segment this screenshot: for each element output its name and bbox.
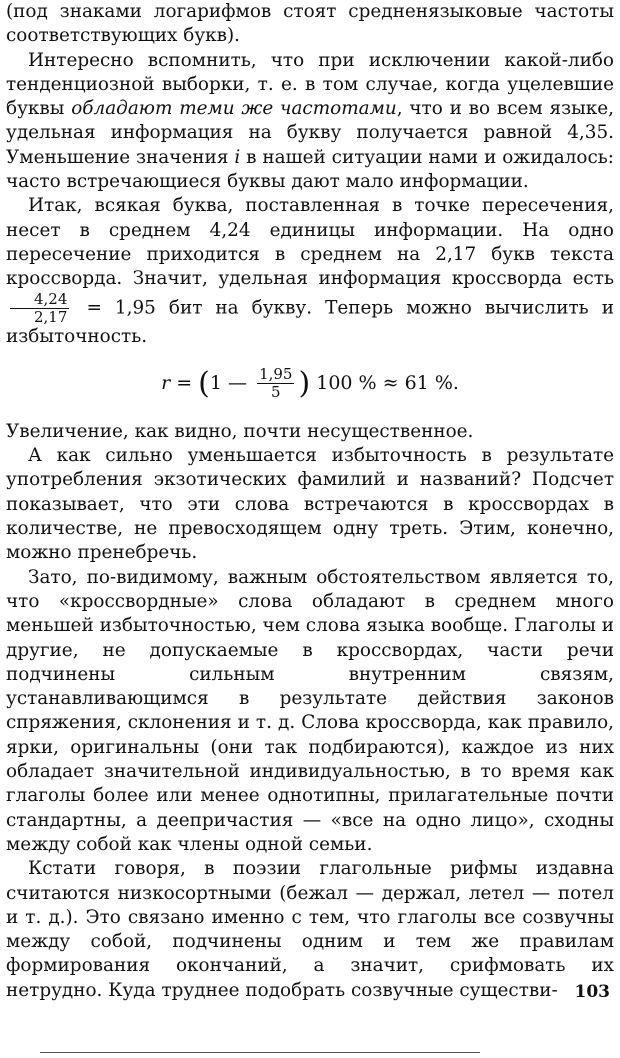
- inline-fraction: [10, 289, 69, 326]
- text-run: Интересно вспомнить, что при исключении какой-либо тенденциозной выборки, т. е. в том случае, когда уцелевшие буквы: [6, 49, 614, 120]
- italic-run: обладают теми же частотами: [71, 98, 397, 120]
- right-paren: ): [298, 365, 311, 401]
- paragraph-3-continuation: = 1,95 бит на букву. Теперь можно вычислить и избыточность.: [6, 297, 614, 347]
- body-text: [6, 0, 614, 1003]
- left-paren: (: [198, 365, 210, 401]
- paragraph-3-text: Итак, всякая буква, поставленная в точке пересечения, несет в среднем 4,24 единицы информации. На одно пересечение приходится в среднем на 2,17 букв текста кроссворда. Значит, удельная информация кроссворда есть: [6, 195, 614, 290]
- formula-equals: =: [176, 371, 193, 394]
- text-run: в нашей ситуации нами и ожидалось: часто встречающиеся буквы дают мало информации.: [6, 146, 615, 193]
- paragraph-5: А как сильно уменьшается избыточность в результате употребления экзотических фамилий и названий? Подсчет показывает, что эти слова встречаются в кроссвордах в количестве, не превосходящем одну треть. Этим, конечно, можно пренебречь.: [6, 445, 614, 564]
- paragraph-2: [6, 49, 614, 195]
- fraction-denominator: 2,17: [34, 307, 68, 326]
- formula-numerator: 1,95: [259, 365, 293, 384]
- paragraph-7: Кстати говоря, в поэзии глагольные рифмы издавна считаются низкосортными (бежал — держал, летел — потел и т. д.). Это связано именно с тем, что глаголы все созвучны между собой, подчинены одним и тем же правилам формирования окончаний, а значит, срифмовать их нетрудно. Куда труднее подобрать созвучные существи-: [6, 858, 614, 1001]
- bottom-rule: [40, 1052, 480, 1053]
- text-run: , что и во всем языке, удельная информация на букву получается равной 4,35. Уменьшение значения: [6, 98, 615, 168]
- redundancy-formula: [6, 363, 614, 404]
- paragraph-6: Зато, по-видимому, важным обстоятельством является то, что «кроссвордные» слова обладают в среднем много меньшей избыточностью, чем слова языка вообще. Глаголы и другие, не допускаемые в кроссвордах, части речи подчинены сильным внутренним связям, устанавливающимся в результате действия законов спряжения, склонения и т. д. Слова кроссворда, как правило, ярки, оригинальны (они так подбираются), каждое из них обладает значительной индивидуальностью, в то время как глаголы более или менее однотипны, прилагательные почти стандартны, а деепричастия — «все на одно лицо», сходны между собой как члены одной семьи.: [6, 566, 614, 855]
- fraction-numerator: 4,24: [10, 292, 69, 309]
- italic-run: i: [234, 146, 241, 168]
- paragraph-4: Увеличение, как видно, почти несущественное.: [6, 420, 474, 442]
- formula-minus: —: [228, 371, 248, 394]
- page-number: 103: [574, 982, 610, 1002]
- formula-lhs: r: [161, 371, 171, 394]
- formula-result: 100 % ≈ 61 %.: [316, 371, 459, 394]
- formula-one: 1: [209, 371, 222, 394]
- paragraph-1: (под знаками логарифмов стоят средненязыковые частоты соответствующих букв).: [6, 1, 614, 47]
- formula-fraction: [257, 367, 294, 400]
- paragraph-3: [6, 194, 614, 348]
- formula-denominator: 5: [271, 383, 281, 402]
